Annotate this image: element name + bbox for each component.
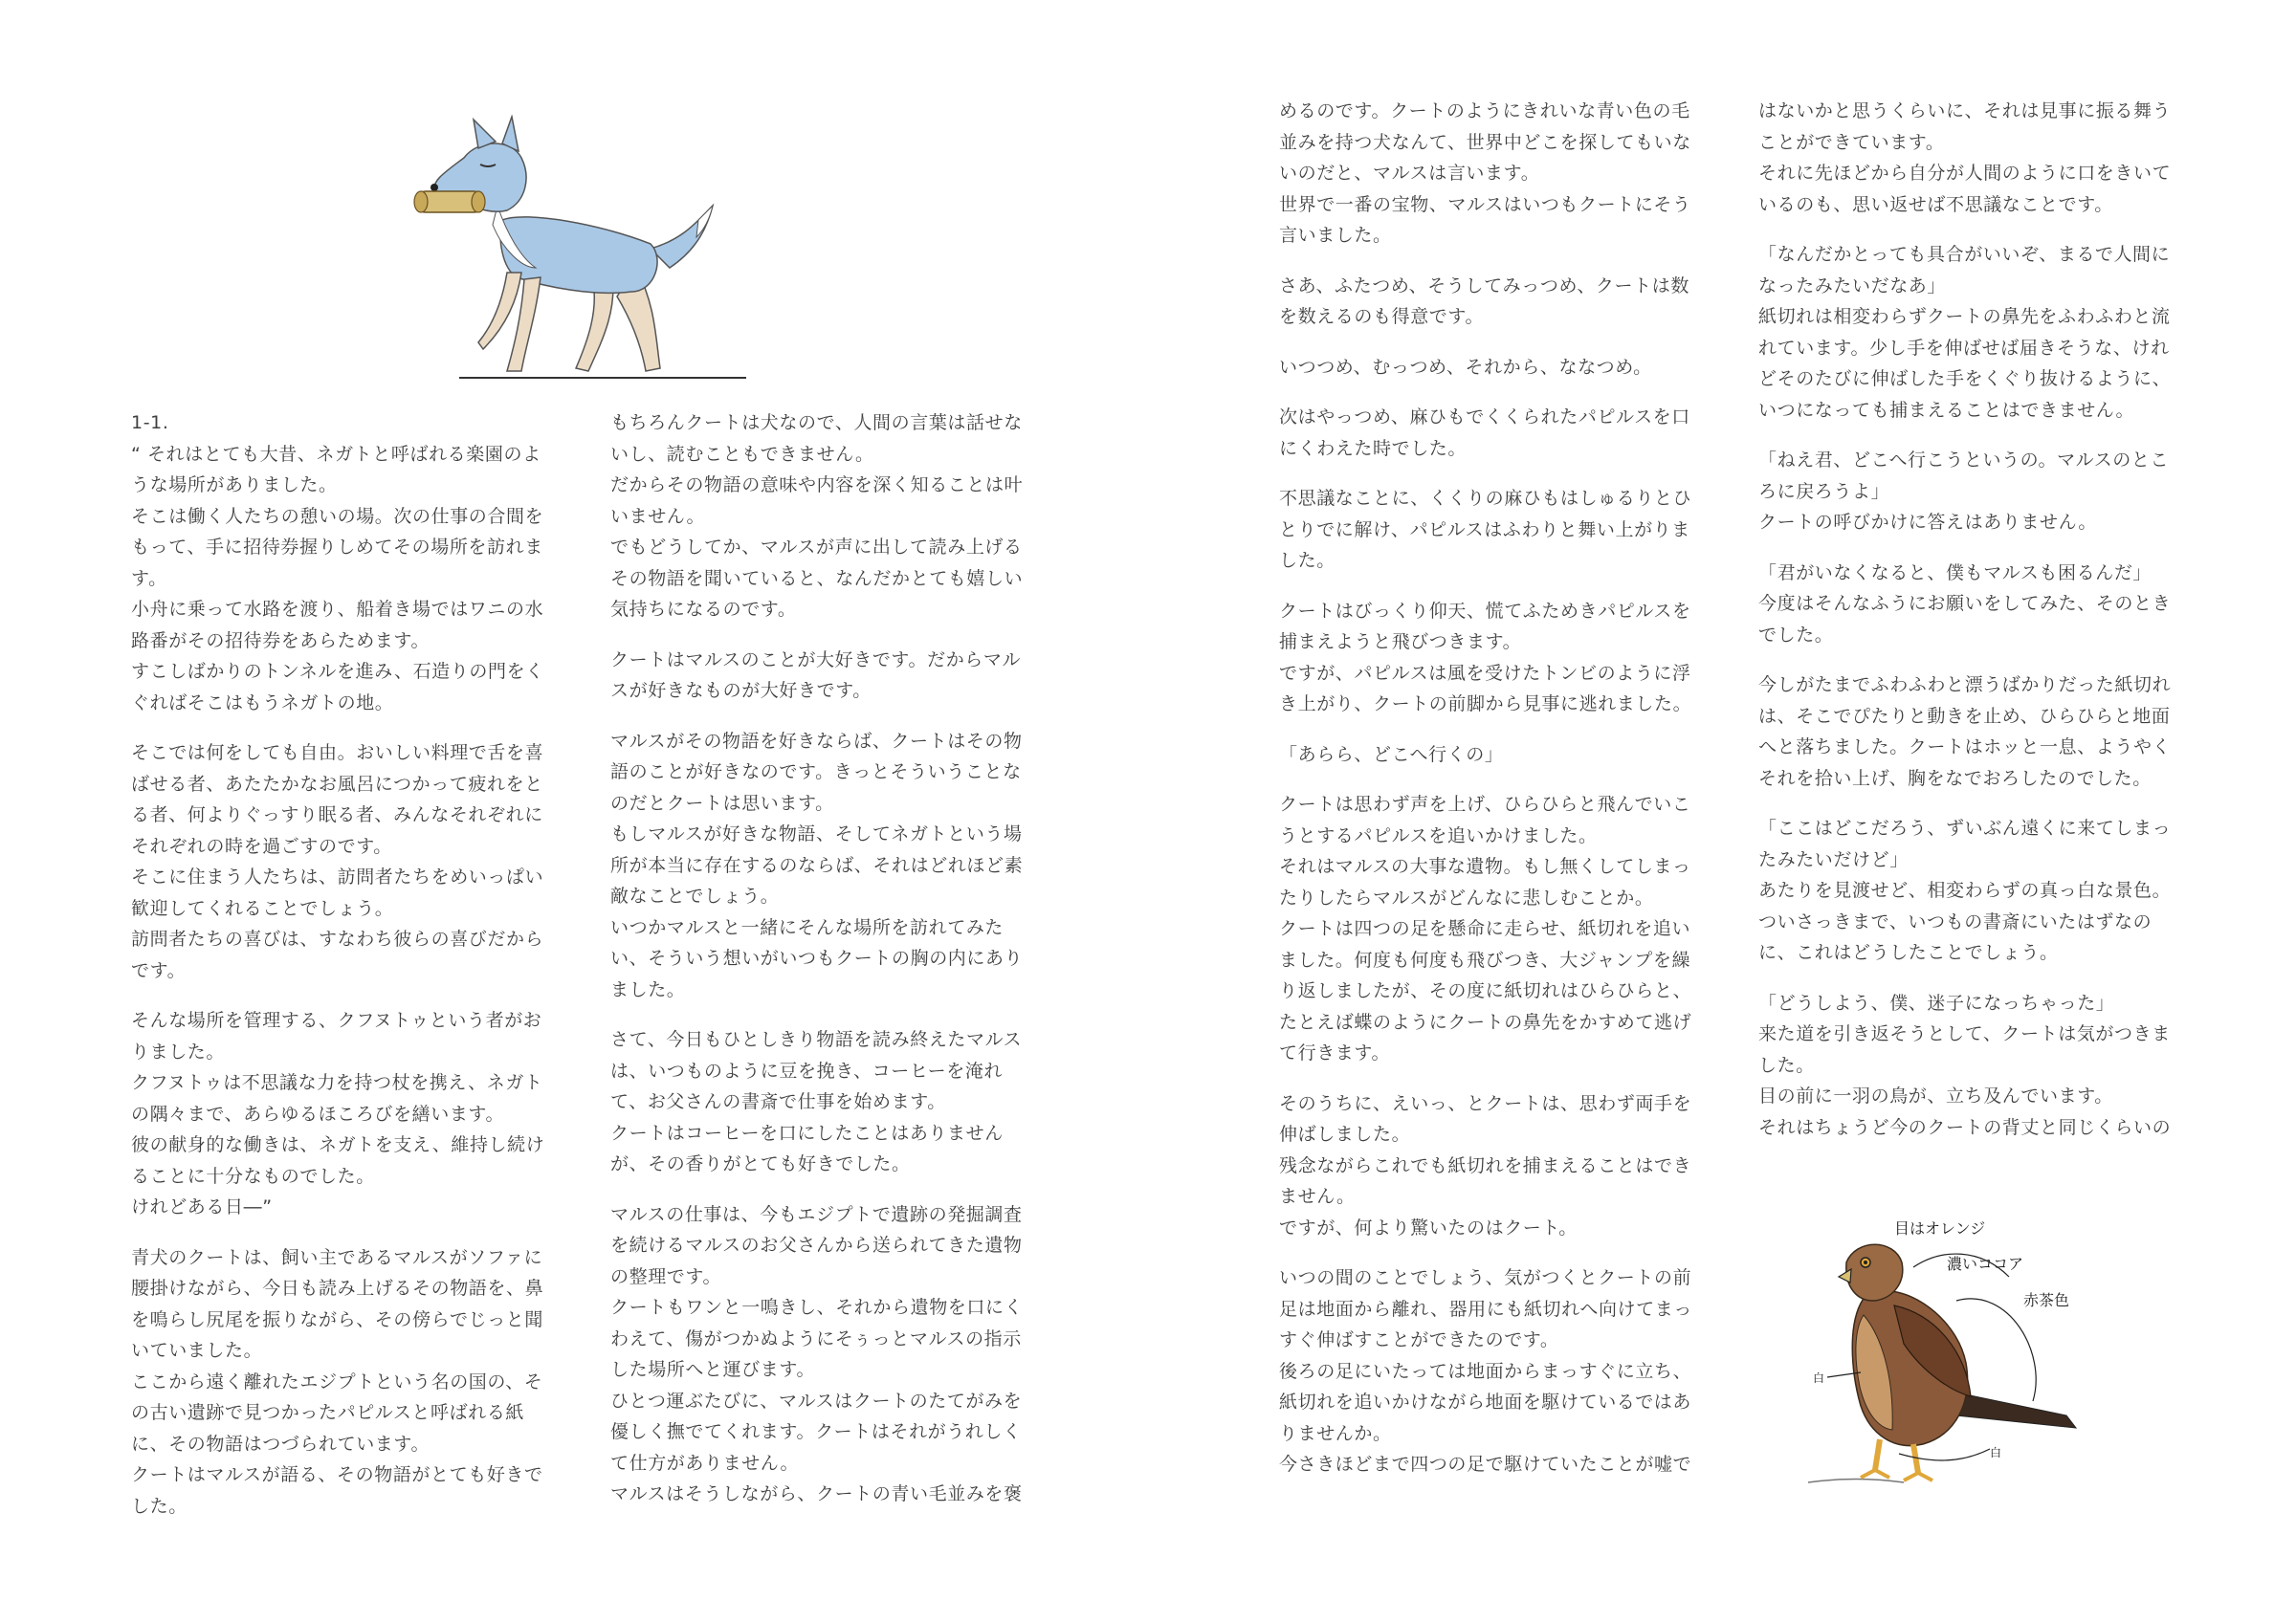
text-line: もしマルスが好きな物語、そしてネガトという場 (610, 823, 1023, 844)
text-line: 紙切れは相変わらずクートの鼻先をふわふわと流 (1758, 306, 2171, 327)
text-line: そこは働く人たちの憩いの場。次の仕事の合間を (131, 505, 544, 527)
text-line: 言いました。 (1279, 225, 1392, 246)
text-line: ろに戻ろうよ」 (1758, 480, 1890, 502)
paragraph (1758, 96, 2189, 220)
text-line: でした。 (1758, 624, 1834, 646)
text-line: 世界で一番の宝物、マルスはいつもクートにそう (1279, 193, 1691, 215)
paragraph (610, 407, 1041, 625)
hawk-note-dark: 濃いココア (1947, 1255, 2024, 1273)
text-line: クートは四つの足を懸命に走らせ、紙切れを追い (1279, 918, 1691, 939)
text-line: 「ねえ君、どこへ行こうというの。マルスのとこ (1758, 450, 2170, 471)
text-line: ました。何度も何度も飛びつき、大ジャンプを繰 (1279, 949, 1691, 971)
text-line: の古い遺跡で見つかったパピルスと呼ばれる紙 (131, 1402, 525, 1423)
text-line: でもどうしてか、マルスが声に出して読み上げる (610, 537, 1023, 558)
hawk-note-white-1: 白 (1813, 1371, 1825, 1385)
text-line: それに先ほどから自分が人間のように口をきいて (1758, 163, 2172, 184)
text-line: が、その香りがとても好きでした。 (610, 1153, 911, 1174)
text-line: そのうちに、えいっ、とクートは、思わず両手を (1279, 1092, 1692, 1114)
text-line: した。 (1279, 550, 1336, 571)
text-line: クートはびっくり仰天、慌てふためきパピルスを (1279, 600, 1691, 622)
paragraph (610, 1024, 1041, 1180)
text-line: いつつめ、むっつめ、それから、ななつめ。 (1279, 356, 1652, 378)
paragraph (1279, 1088, 1710, 1244)
text-line: 足は地面から離れ、器用にも紙切れへ向けてまっ (1279, 1298, 1692, 1320)
text-line: 彼の献身的な働きは、ネガトを支え、維持し続け (131, 1134, 545, 1155)
text-line: のだとクートは思います。 (610, 792, 834, 814)
paragraph (1279, 1262, 1710, 1480)
text-line: けれどある日―” (131, 1196, 273, 1217)
paragraph (1279, 352, 1710, 384)
paragraph (131, 737, 562, 986)
text-line: す。 (131, 567, 167, 589)
paragraph (1279, 483, 1710, 577)
text-line: 腰掛けながら、今日も読み上げるその物語を、鼻 (131, 1278, 544, 1299)
text-line: クフヌトゥは不思議な力を持つ杖を携え、ネガト (131, 1072, 543, 1093)
text-line: どそのたびに伸ばした手をくぐり抜けるように、 (1758, 368, 2172, 389)
text-line: 並みを持つ犬なんて、世界中どこを探してもいな (1279, 131, 1691, 153)
text-line: を続けるマルスのお父さんから送られてきた遺物 (610, 1235, 1023, 1256)
text-line: を鳴らし尻尾を振りながら、その傍らでじっと聞 (131, 1308, 544, 1330)
text-line: いつの間のことでしょう、気がつくとクートの前 (1279, 1267, 1692, 1288)
text-line: 「ここはどこだろう、ずいぶん遠くに来てしまっ (1758, 818, 2172, 839)
text-line: の隅々まで、あらゆるほころびを繕います。 (131, 1103, 505, 1125)
text-line: たとえば蝶のようにクートの鼻先をかすめて逃げ (1279, 1011, 1692, 1033)
text-line: いし、読むこともできません。 (610, 443, 874, 465)
text-line: クートもワンと一鳴きし、それから遺物を口にく (610, 1297, 1024, 1318)
text-line: に、これはどうしたことでしょう。 (1758, 942, 2059, 963)
text-line: うとするパピルスを追いかけました。 (1279, 824, 1598, 846)
text-line: ですが、何より驚いたのはクート。 (1279, 1217, 1578, 1239)
text-line: へと落ちました。クートはホッと一息、ようやく (1758, 736, 2172, 757)
text-line: “ それはとても大昔、ネガトと呼ばれる楽園のよ (131, 443, 541, 465)
text-line: は、そこでぴたりと動きを止め、ひらひらと地面 (1758, 705, 2171, 727)
text-line: 今しがたまでふわふわと漂うばかりだった紙切れ (1758, 674, 2172, 695)
paragraph (1279, 96, 1710, 252)
text-line: ここから遠く離れたエジプトという名の国の、そ (131, 1371, 543, 1393)
text-line: は、いつものように豆を挽き、コーヒーを淹れ (610, 1060, 1004, 1082)
text-line: した。 (1758, 1054, 1815, 1076)
text-column-1 (131, 407, 562, 1541)
text-line: る者、何よりぐっすり眠る者、みんなそれぞれに (131, 804, 543, 825)
text-line: スが好きなものが大好きです。 (610, 680, 872, 701)
section-heading: 1-1. (131, 412, 169, 433)
text-line: マルスがその物語を好きならば、クートはその物 (610, 730, 1023, 752)
paragraph (1758, 988, 2189, 1144)
text-line: 所が本当に存在するのならば、それはどれほど素 (610, 854, 1024, 876)
text-line: めるのです。クートのようにきれいな青い色の毛 (1279, 100, 1690, 121)
paragraph (131, 1242, 562, 1523)
text-line: り返しましたが、その度に紙切れはひらひらと、 (1279, 980, 1692, 1001)
text-line: いていました。 (131, 1340, 263, 1361)
paragraph (131, 439, 562, 719)
text-line: クートはマルスのことが大好きです。だからマル (610, 648, 1022, 670)
text-line: ることに十分なものでした。 (131, 1165, 375, 1187)
paragraph (1758, 239, 2189, 426)
paragraph (131, 1005, 562, 1223)
text-line: 小舟に乗って水路を渡り、船着き場ではワニの水 (131, 599, 544, 620)
text-line: 敵なことでしょう。 (610, 886, 780, 907)
text-line: そんな場所を管理する、クフヌトゥという者がお (131, 1010, 542, 1031)
text-line: ことができています。 (1758, 131, 1945, 153)
text-line: あたりを見渡せど、相変わらずの真っ白な景色。 (1758, 880, 2172, 901)
paragraph (1758, 669, 2189, 794)
text-line: を数えるのも得意です。 (1279, 306, 1485, 327)
text-line: 次はやっつめ、麻ひもでくくられたパピルスを口 (1279, 406, 1690, 428)
text-line: 歓迎してくれることでしょう。 (131, 897, 394, 919)
hawk-note-eye: 目はオレンジ (1894, 1219, 1986, 1238)
text-line: すこしばかりのトンネルを進み、石造りの門をく (131, 661, 544, 682)
text-line: 捕まえようと飛びつきます。 (1279, 631, 1522, 652)
text-line: クートの呼びかけに答えはありません。 (1758, 512, 2097, 533)
text-line: それはちょうど今のクートの背丈と同じくらいの (1758, 1116, 2172, 1138)
text-line: 後ろの足にいたっては地面からまっすぐに立ち、 (1279, 1360, 1692, 1382)
text-line: て、お父さんの書斎で仕事を始めます。 (610, 1091, 946, 1112)
text-line: 紙切れを追いかけながら地面を駆けているではあ (1279, 1392, 1692, 1413)
paragraph (1279, 739, 1710, 771)
text-line: たりしたらマルスがどんなに悲しむことか。 (1279, 887, 1654, 909)
text-line: 気持ちになるのです。 (610, 599, 797, 620)
text-line: マルスはそうしながら、クートの青い毛並みを褒 (610, 1483, 1023, 1504)
text-line: だからその物語の意味や内容を深く知ることは叶 (610, 474, 1024, 495)
paragraph (1758, 558, 2189, 651)
text-line: そこに住まう人たちは、訪問者たちをめいっぱい (131, 866, 544, 888)
text-line: はないかと思うくらいに、それは見事に振る舞う (1758, 100, 2172, 121)
text-line: りませんか。 (1279, 1422, 1392, 1444)
text-line: れています。少し手を伸ばせば届きそうな、けれ (1758, 337, 2170, 359)
paragraph (1279, 402, 1710, 464)
text-line: すぐ伸ばすことができたのです。 (1279, 1329, 1559, 1350)
text-line: き上がり、クートの前脚から見事に逃れました。 (1279, 693, 1692, 714)
text-line: ばせる者、あたたかなお風呂につかって疲れをと (131, 773, 543, 795)
text-line: その物語を聞いていると、なんだかとても嬉しい (610, 567, 1024, 589)
text-line: それはマルスの大事な遺物。もし無くしてしまっ (1279, 856, 1691, 877)
text-line: 路番がその招待券をあらためます。 (131, 629, 430, 651)
text-line: ついさっきまで、いつもの書斎にいたはずなの (1758, 910, 2152, 932)
hawk-note-red: 赤茶色 (2023, 1291, 2070, 1309)
text-line: それを拾い上げ、胸をなでおろしたのでした。 (1758, 767, 2152, 789)
text-line: クートは思わず声を上げ、ひらひらと飛んでいこ (1279, 794, 1691, 815)
text-line: それぞれの時を過ごすのです。 (131, 835, 392, 857)
text-line: いません。 (610, 505, 706, 527)
paragraph (1279, 596, 1710, 720)
text-line: たみたいだけど」 (1758, 848, 1909, 870)
text-line: 「どうしよう、僕、迷子になっちゃった」 (1758, 992, 2115, 1014)
paragraph (610, 726, 1041, 1006)
text-line: 目の前に一羽の鳥が、立ち及んでいます。 (1758, 1086, 2113, 1107)
paragraph (1758, 445, 2189, 538)
paragraph (1279, 271, 1710, 333)
text-line: 伸ばしました。 (1279, 1124, 1411, 1145)
text-line: りました。 (131, 1041, 226, 1063)
text-line: 優しく撫でてくれます。クートはそれがうれしく (610, 1421, 1022, 1442)
text-line: 不思議なことに、くくりの麻ひもはしゅるりとひ (1279, 488, 1692, 509)
text-line: ぐればそこはもうネガトの地。 (131, 691, 394, 713)
text-line: いつかマルスと一緒にそんな場所を訪れてみた (610, 916, 1004, 938)
text-line: さて、今日もひとしきり物語を読み終えたマルス (610, 1029, 1023, 1050)
text-line: いるのも、思い返せば不思議なことです。 (1758, 193, 2113, 215)
text-line: ですが、パピルスは風を受けたトンビのように浮 (1279, 662, 1691, 684)
text-line: もちろんクートは犬なので、人間の言葉は話せな (610, 412, 1023, 433)
text-line: マルスの仕事は、今もエジプトで遺跡の発掘調査 (610, 1203, 1023, 1225)
text-line: 来た道を引き返そうとして、クートは気がつきま (1758, 1023, 2171, 1044)
text-line: にくわえた時でした。 (1279, 437, 1468, 459)
paragraph (610, 1199, 1041, 1510)
text-line: そこでは何をしても自由。おいしい料理で舌を喜 (131, 742, 544, 763)
right-page (1148, 0, 2296, 1623)
text-line: もって、手に招待券握りしめてその場所を訪れま (131, 537, 543, 558)
text-line: わえて、傷がつかぬようにそぅっとマルスの指示 (610, 1327, 1022, 1349)
text-line: て行きます。 (1279, 1042, 1391, 1064)
text-line: とりでに解け、パピルスはふわりと舞い上がりま (1279, 518, 1690, 540)
paragraph (610, 645, 1041, 707)
text-line: ません。 (1279, 1186, 1356, 1207)
text-line: いのだと、マルスは言います。 (1279, 163, 1540, 184)
wolf-illustration (411, 115, 756, 387)
text-line: です。 (131, 959, 187, 981)
text-line: 残念ながらこれでも紙切れを捕まえることはでき (1279, 1154, 1692, 1176)
hawk-note-white-2: 白 (1990, 1446, 2002, 1459)
paragraph (1758, 813, 2189, 969)
text-line: うな場所がありました。 (131, 474, 338, 495)
text-line: の整理です。 (610, 1265, 722, 1287)
text-line: 「あらら、どこへ行くの」 (1279, 743, 1504, 765)
text-line: クートはマルスが語る、その物語がとても好きで (131, 1464, 543, 1485)
text-line: 「君がいなくなると、僕もマルスも困るんだ」 (1758, 561, 2152, 583)
text-column-3 (1279, 96, 1710, 1500)
text-column-4 (1758, 96, 2189, 1162)
text-line: に、その物語はつづられています。 (131, 1433, 430, 1455)
text-line: した場所へと運びます。 (610, 1359, 816, 1380)
text-column-2 (610, 407, 1041, 1529)
text-line: 語のことが好きなのです。きっとそういうことな (610, 761, 1022, 782)
paragraph (1279, 789, 1710, 1069)
text-line: 今度はそんなふうにお願いをしてみた、そのとき (1758, 593, 2172, 614)
hawk-illustration (1789, 1210, 2133, 1497)
text-line: 「なんだかとっても具合がいいぞ、まるで人間に (1758, 244, 2171, 265)
text-line: なったみたいだなあ」 (1758, 274, 1947, 296)
text-line: 訪問者たちの喜びは、すなわち彼らの喜びだから (131, 929, 544, 950)
text-line: い、そういう想いがいつもクートの胸の内にあり (610, 948, 1024, 969)
text-line: いつになっても捕まえることはできません。 (1758, 399, 2135, 421)
text-line: て仕方がありません。 (610, 1452, 800, 1474)
text-line: した。 (131, 1495, 188, 1517)
text-line: クートはコーヒーを口にしたことはありません (610, 1122, 1004, 1144)
text-line: 青犬のクートは、飼い主であるマルスがソファに (131, 1246, 543, 1268)
text-line: さあ、ふたつめ、そうしてみっつめ、クートは数 (1279, 274, 1689, 296)
text-line: ひとつ運ぶたびに、マルスはクートのたてがみを (610, 1390, 1023, 1412)
text-line: 今さきほどまで四つの足で駆けていたことが嘘で (1279, 1454, 1692, 1475)
text-line: ました。 (610, 978, 686, 1000)
